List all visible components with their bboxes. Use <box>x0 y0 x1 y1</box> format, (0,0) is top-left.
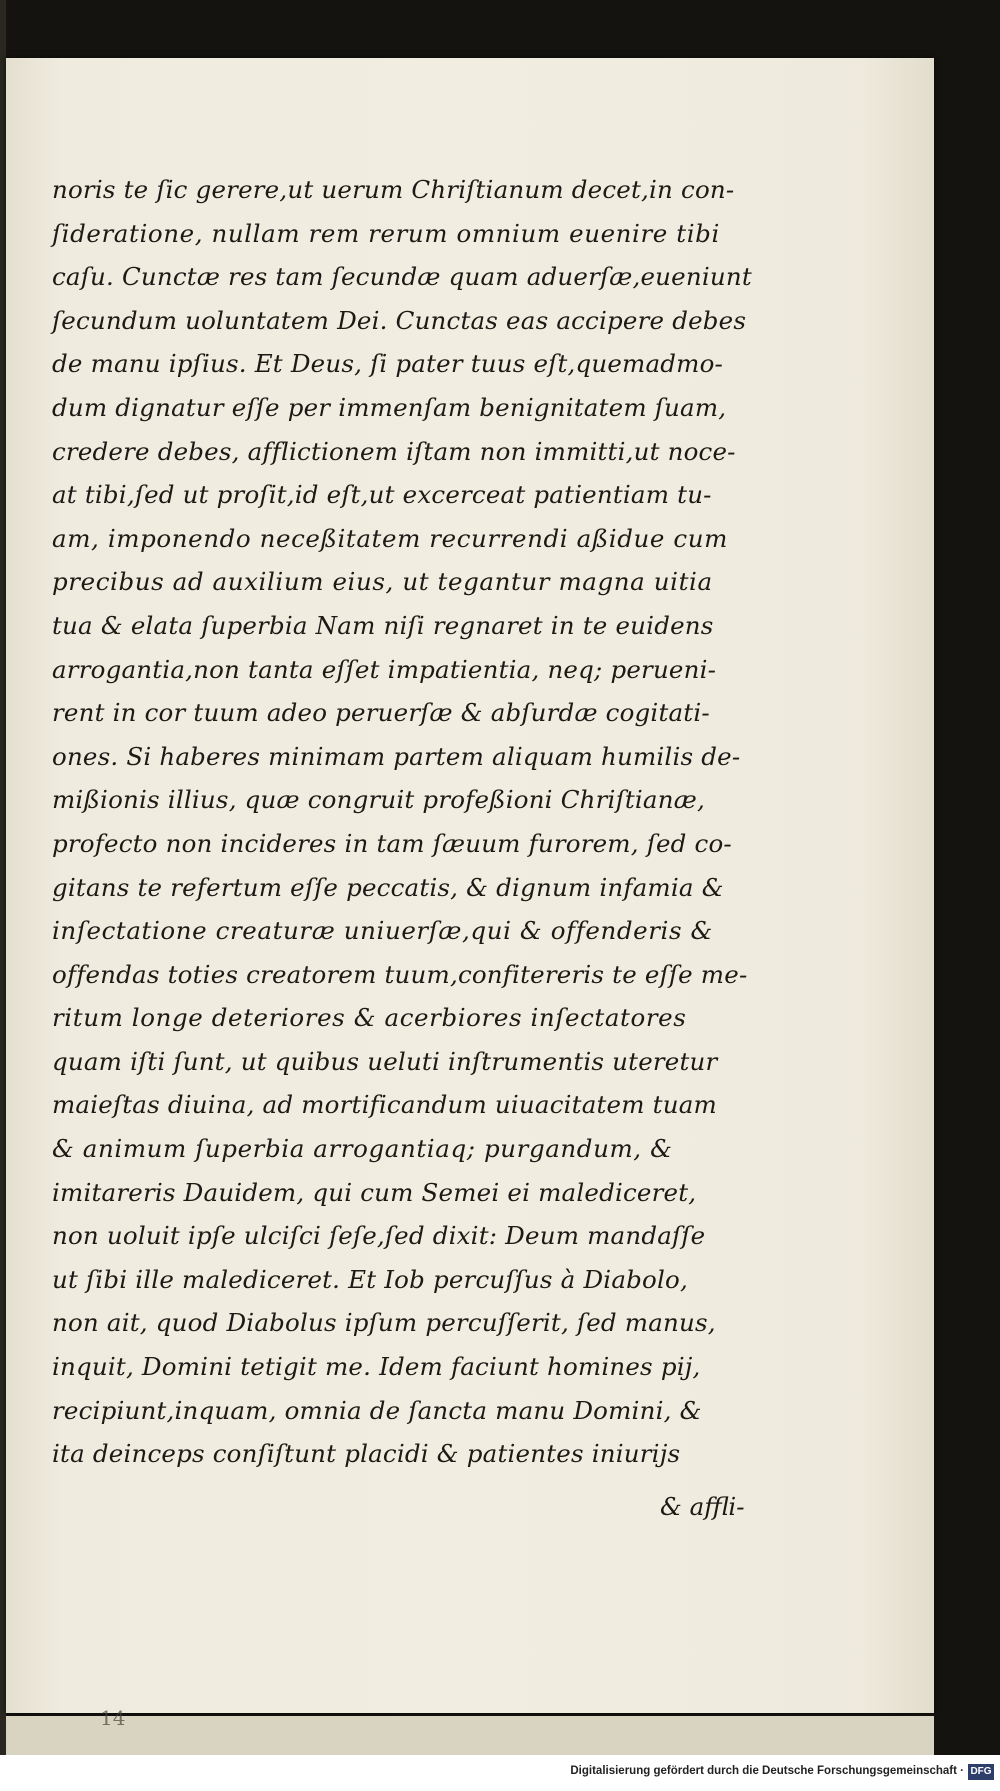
text-line: quam iſti ſunt, ut quibus ueluti inſtrumentis uteretur <box>52 1046 718 1076</box>
text-line: credere debes, afflictionem iſtam non immitti,ut noce- <box>52 436 736 466</box>
text-line: inquit, Domini tetigit me. Idem faciunt homines pij, <box>52 1352 701 1382</box>
text-line: arrogantia,non tanta eſſet impatientia, neq; perueni- <box>52 654 717 684</box>
text-line: offendas toties creatorem tuum,confitereris te eſſe me- <box>52 959 748 989</box>
text-line: gitans te refertum eſſe peccatis, & dignum infamia & <box>52 872 724 902</box>
text-line: ritum longe deteriores & acerbiores inſectatores <box>52 1003 687 1033</box>
text-line: profecto non incideres in tam ſæuum furorem, ſed co- <box>52 828 732 858</box>
text-line: dum dignatur eſſe per immenſam benignitatem ſuam, <box>52 392 727 422</box>
digitization-footer <box>0 1755 1000 1791</box>
text-line: maieſtas diuina, ad mortificandum uiuacitatem tuam <box>52 1090 717 1120</box>
text-line: recipiunt,inquam, omnia de ſancta manu Domini, & <box>52 1395 702 1425</box>
text-line: non ait, quod Diabolus ipſum percuſſerit, ſed manus, <box>52 1308 716 1338</box>
text-line: ut ſibi ille malediceret. Et Iob percuſſus à Diabolo, <box>52 1264 688 1294</box>
dfg-logo-icon: DFG <box>968 1764 994 1780</box>
text-line: mißionis illius, quæ congruit profeßioni Chriſtianæ, <box>52 785 705 815</box>
text-line: precibus ad auxilium eius, ut tegantur magna uitia <box>52 567 713 597</box>
signature-mark: 14 <box>100 1706 126 1730</box>
page-bottom-edge <box>6 1716 934 1755</box>
text-line: & animum ſuperbia arrogantiaq; purgandum, & <box>52 1134 673 1164</box>
text-line: de manu ipſius. Et Deus, ſi pater tuus eſt,quemadmo- <box>52 349 724 379</box>
catchword: & affli- <box>660 1492 745 1521</box>
text-line: ones. Si haberes minimam partem aliquam humilis de- <box>52 741 741 771</box>
text-line: am, imponendo neceßitatem recurrendi aßidue cum <box>52 523 728 553</box>
text-line: rent in cor tuum adeo peruerſæ & abſurdæ cogitati- <box>52 698 710 728</box>
text-line: ſecundum uoluntatem Dei. Cunctas eas accipere debes <box>52 305 747 335</box>
text-line: tua & elata ſuperbia Nam niſi regnaret in te euidens <box>52 610 714 640</box>
text-line: inſectatione creaturæ uniuerſæ,qui & offenderis & <box>52 916 713 946</box>
text-line: imitareris Dauidem, qui cum Semei ei malediceret, <box>52 1177 697 1207</box>
text-line: caſu. Cunctæ res tam ſecundæ quam aduerſæ,eueniunt <box>52 262 752 292</box>
funding-credit: Digitalisierung gefördert durch die Deutsche Forschungsgemeinschaft · <box>570 1765 964 1777</box>
text-line: ita deinceps conſiſtunt placidi & patientes iniurijs <box>52 1439 681 1469</box>
text-line: non uoluit ipſe ulciſci ſeſe,ſed dixit: Deum mandaſſe <box>52 1221 706 1251</box>
page-text-block <box>52 168 812 1476</box>
text-line: ſideratione, nullam rem rerum omnium euenire tibi <box>52 218 720 248</box>
text-line: noris te ſic gerere,ut uerum Chriſtianum decet,in con- <box>52 175 735 204</box>
text-line: at tibi,ſed ut proſit,id eſt,ut excerceat patientiam tu- <box>52 480 712 510</box>
